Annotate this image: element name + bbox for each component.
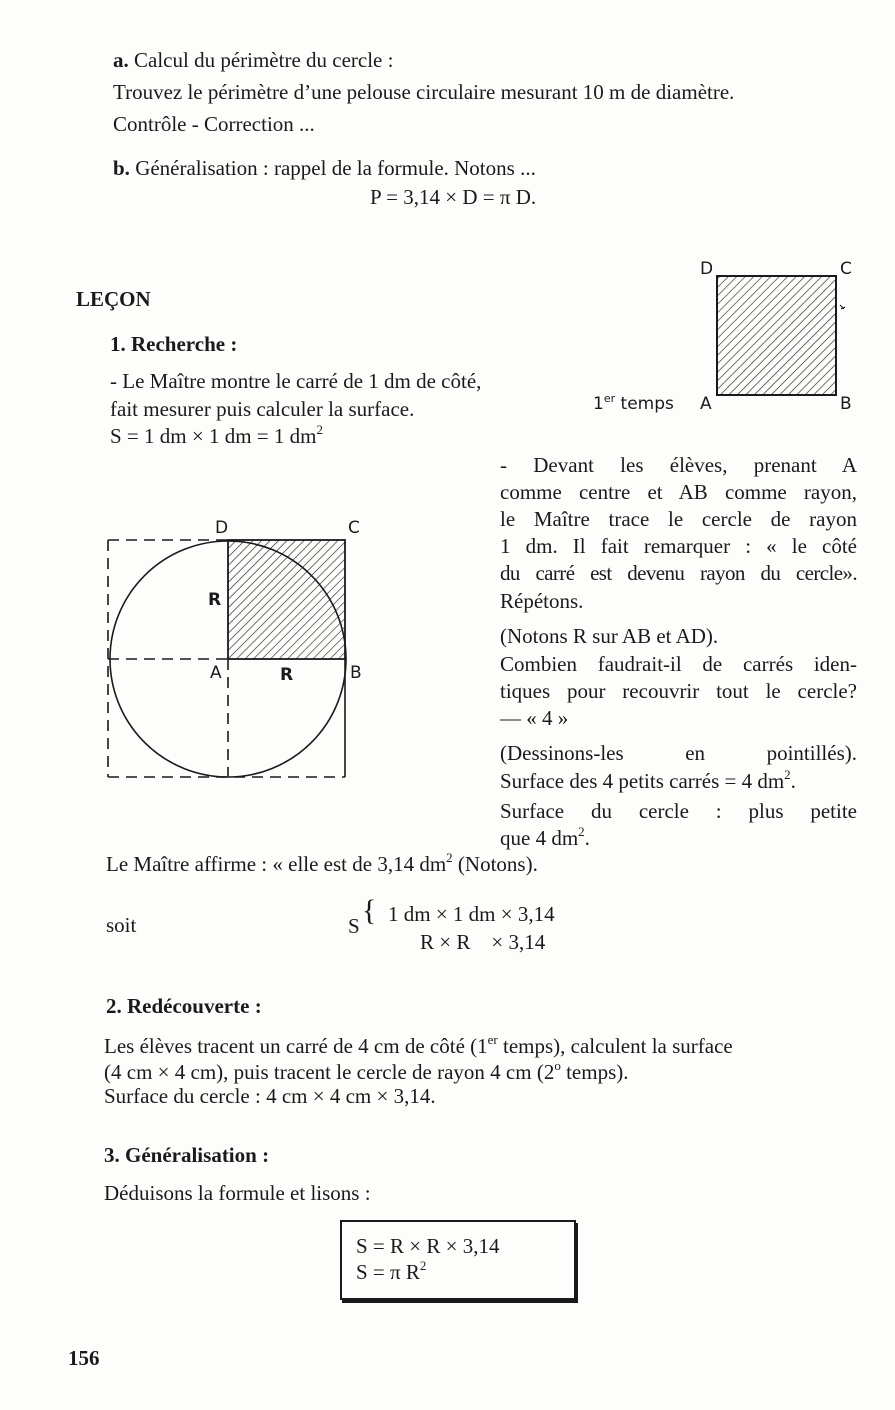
section1-title: 1. Recherche : <box>110 332 238 356</box>
right-col-line3: le Maître trace le cercle de rayon <box>500 507 857 531</box>
left-brace: { <box>362 894 377 927</box>
dessinons: (Dessinons-les en pointillés). <box>500 741 857 765</box>
question-line2: tiques pour recouvrir tout le cercle? <box>500 679 857 703</box>
section1-line1: - Le Maître montre le carré de 1 dm de côté, <box>110 369 482 393</box>
s2-line1-sup: er <box>487 1032 498 1047</box>
part-b-heading <box>113 155 536 181</box>
surface-circle-period: . <box>584 826 590 850</box>
section1-formula <box>110 423 323 449</box>
surface4-period: . <box>790 769 796 793</box>
temps-suffix: er <box>603 392 616 405</box>
pencil-mark <box>840 305 845 309</box>
part-a-control: Contrôle - Correction ... <box>113 112 315 136</box>
s2-line1-a: Les élèves tracent un carré de 4 cm de côté (1 <box>104 1034 488 1058</box>
formula-exponent: 2 <box>316 422 323 437</box>
s-line1: 1 dm × 1 dm × 3,14 <box>388 902 555 926</box>
figure-circle <box>100 515 360 785</box>
repetons: Répétons. <box>500 589 584 613</box>
section2-line2 <box>104 1059 628 1085</box>
s2-line2-sup: o <box>554 1058 561 1073</box>
s-letter: S <box>348 914 360 938</box>
fig1-label-c: C <box>840 259 852 279</box>
surface-circle-line2 <box>500 825 590 851</box>
temps-word: temps <box>615 394 674 414</box>
figure-square <box>690 255 870 415</box>
part-a-label: a. <box>113 48 129 72</box>
section3-intro: Déduisons la formule et lisons : <box>104 1181 371 1205</box>
section3-title: 3. Généralisation : <box>104 1143 270 1167</box>
section2-line1 <box>104 1033 733 1059</box>
lesson-heading: LEÇON <box>76 287 151 311</box>
part-b-title: Généralisation : rappel de la formule. Notons ... <box>135 156 536 180</box>
hatched-square <box>717 276 836 395</box>
area-formula-2-text: S = π R <box>356 1260 420 1284</box>
fig2-label-d: D <box>215 518 229 538</box>
right-col-line2: comme centre et AB comme rayon, <box>500 480 857 504</box>
hatched-quadrant-square <box>228 540 345 659</box>
question-line1: Combien faudrait-il de carrés iden- <box>500 652 857 676</box>
surface-circle-exponent: 2 <box>578 824 585 839</box>
affirme-text: Le Maître affirme : « elle est de 3,14 dm <box>106 852 447 876</box>
part-a-heading <box>113 47 393 73</box>
answer-four: — « 4 » <box>500 706 569 730</box>
section1-line2: fait mesurer puis calculer la surface. <box>110 397 415 421</box>
fig1-label-b: B <box>840 394 852 414</box>
soit-label: soit <box>106 913 137 937</box>
page-number: 156 <box>68 1346 100 1370</box>
fig1-label-a: A <box>700 394 712 414</box>
maitre-affirme <box>106 851 538 877</box>
fig2-label-r-vertical: R <box>208 590 222 610</box>
part-a-title: Calcul du périmètre du cercle : <box>134 48 394 72</box>
surface-circle-line1: Surface du cercle : plus petite <box>500 799 857 823</box>
fig1-label-d: D <box>700 259 714 279</box>
surface4-exponent: 2 <box>784 767 791 782</box>
section2-title: 2. Redécouverte : <box>106 994 262 1018</box>
area-formula-2 <box>356 1259 426 1285</box>
area-formula-1: S = R × R × 3,14 <box>356 1234 500 1258</box>
section2-line3: Surface du cercle : 4 cm × 4 cm × 3,14. <box>104 1084 436 1108</box>
part-a-problem: Trouvez le périmètre d’une pelouse circulaire mesurant 10 m de diamètre. <box>113 80 735 104</box>
fig2-label-r-horizontal: R <box>280 665 294 685</box>
s-line2: R × R × 3,14 <box>420 930 546 954</box>
surface-four-squares <box>500 768 796 794</box>
fig2-label-c: C <box>348 518 360 538</box>
area-formula-2-exponent: 2 <box>419 1258 427 1273</box>
affirme-end: (Notons). <box>452 852 538 876</box>
fig1-temps-label <box>593 394 674 414</box>
surface-circle-text: que 4 dm <box>500 826 579 850</box>
notons-r: (Notons R sur AB et AD). <box>500 624 719 648</box>
s2-line2-b: temps). <box>560 1060 629 1084</box>
right-col-line4: 1 dm. Il fait remarquer : « le côté <box>500 534 857 558</box>
s2-line1-b: temps), calculent la surface <box>497 1034 733 1058</box>
part-b-label: b. <box>113 156 130 180</box>
right-col-line1: - Devant les élèves, prenant A <box>500 453 857 477</box>
surface4-text: Surface des 4 petits carrés = 4 dm <box>500 769 785 793</box>
fig2-label-a: A <box>210 663 222 683</box>
fig2-label-b: B <box>350 663 362 683</box>
affirme-exponent: 2 <box>446 850 453 865</box>
perimeter-formula: P = 3,14 × D = π D. <box>370 185 537 209</box>
formula-text: S = 1 dm × 1 dm = 1 dm <box>110 424 317 448</box>
temps-number: 1 <box>593 394 604 414</box>
right-col-line5: du carré est devenu rayon du cercle». <box>500 561 857 585</box>
s2-line2-a: (4 cm × 4 cm), puis tracent le cercle de rayon 4 cm (2 <box>104 1060 555 1084</box>
